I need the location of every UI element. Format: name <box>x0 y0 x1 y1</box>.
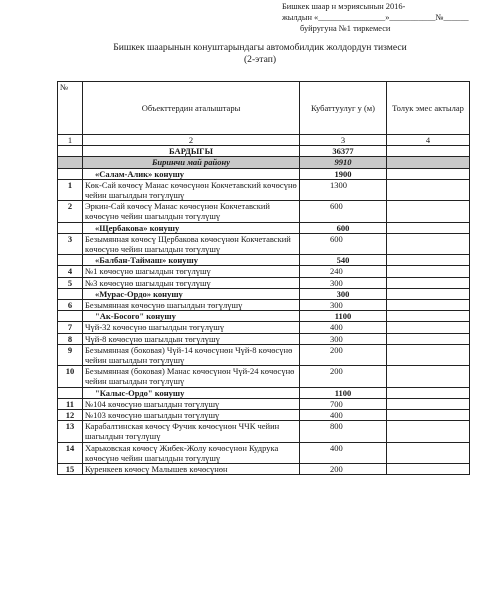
header-number: № <box>58 82 83 135</box>
incomplete-act-cell <box>387 300 470 311</box>
header-length: Кубаттуулуг у (м) <box>300 82 387 135</box>
section-number-cell <box>58 387 83 398</box>
section-name: «Мурас-Ордо» конушу <box>83 288 300 299</box>
row-number: 2 <box>58 201 83 222</box>
section-number-cell <box>58 311 83 322</box>
incomplete-act-cell <box>387 201 470 222</box>
row-number: 12 <box>58 410 83 421</box>
table-row <box>58 421 470 442</box>
incomplete-act-cell <box>387 333 470 344</box>
incomplete-act-cell <box>387 344 470 365</box>
row-number: 5 <box>58 277 83 288</box>
total-number-cell <box>58 146 83 157</box>
section-row <box>58 311 470 322</box>
object-length: 240 <box>300 266 387 277</box>
section-row <box>58 222 470 233</box>
table-row <box>58 366 470 387</box>
row-number: 1 <box>58 179 83 200</box>
object-length: 200 <box>300 344 387 365</box>
total-value: 36377 <box>300 146 387 157</box>
table-row <box>58 179 470 200</box>
section-name: «Балбан-Таймаш» конушу <box>83 255 300 266</box>
attachment-line-3: буйругуна №1 тиркемеси <box>300 23 391 33</box>
row-number: 11 <box>58 398 83 409</box>
table-row <box>58 398 470 409</box>
row-number: 13 <box>58 421 83 442</box>
object-length: 600 <box>300 201 387 222</box>
table-row <box>58 322 470 333</box>
section-number-cell <box>58 222 83 233</box>
district-note-cell <box>387 157 470 168</box>
incomplete-act-cell <box>387 255 470 266</box>
incomplete-act-cell <box>387 266 470 277</box>
incomplete-act-cell <box>387 442 470 463</box>
incomplete-act-cell <box>387 311 470 322</box>
object-length: 600 <box>300 233 387 254</box>
section-row <box>58 288 470 299</box>
incomplete-act-cell <box>387 387 470 398</box>
object-name: Эркин-Сай көчөсү Манас көчөсүнөн Кокчетавский көчөсүнө чейин шагылдын төгүлүшү <box>83 201 300 222</box>
total-label: БАРДЫГЫ <box>83 146 300 157</box>
object-length: 300 <box>300 277 387 288</box>
section-length: 540 <box>300 255 387 266</box>
district-value: 9910 <box>300 157 387 168</box>
document-title-line-2: (2-этап) <box>243 54 277 65</box>
object-name: Чүй-8 көчөсүнө шагылдын төгүлүшү <box>83 333 300 344</box>
section-length: 600 <box>300 222 387 233</box>
row-number: 8 <box>58 333 83 344</box>
object-name: №104 көчөсүнө шагылдын төгүлүшү <box>83 398 300 409</box>
incomplete-act-cell <box>387 233 470 254</box>
incomplete-act-cell <box>387 222 470 233</box>
incomplete-act-cell <box>387 322 470 333</box>
section-row <box>58 387 470 398</box>
header-row <box>58 82 470 135</box>
column-index: 4 <box>387 135 470 146</box>
table-row <box>58 333 470 344</box>
object-name: Көк-Сай көчөсү Манас көчөсүнөн Кокчетавский көчөсүнө чейин шагылдын төгүлүшү <box>83 179 300 200</box>
row-number: 4 <box>58 266 83 277</box>
table-row <box>58 344 470 365</box>
row-number: 6 <box>58 300 83 311</box>
incomplete-act-cell <box>387 288 470 299</box>
section-number-cell <box>58 288 83 299</box>
total-note-cell <box>387 146 470 157</box>
total-row <box>58 146 470 157</box>
table-row <box>58 233 470 254</box>
object-length: 400 <box>300 442 387 463</box>
district-row <box>58 157 470 168</box>
object-length: 800 <box>300 421 387 442</box>
attachment-line-2: жылдын «________________»___________№______ <box>282 12 469 22</box>
object-name: Безымянная көчөсүнө шагылдын төгүлүшү <box>83 300 300 311</box>
row-number: 3 <box>58 233 83 254</box>
document-title-line-1: Бишкек шаарынын конуштарындагы автомобилдик жолдордун тизмеси <box>113 42 407 53</box>
object-length: 300 <box>300 300 387 311</box>
header-object-name: Объекттердин аталыштары <box>83 82 300 135</box>
incomplete-act-cell <box>387 421 470 442</box>
table-row <box>58 300 470 311</box>
section-length: 1900 <box>300 168 387 179</box>
section-row <box>58 255 470 266</box>
section-name: «Щербакова» конушу <box>83 222 300 233</box>
attachment-line-1: Бишкек шаар н мэриясынын 2016- <box>282 2 406 11</box>
table-row <box>58 442 470 463</box>
section-length: 1100 <box>300 387 387 398</box>
column-index: 1 <box>58 135 83 146</box>
column-index: 3 <box>300 135 387 146</box>
district-number-cell <box>58 157 83 168</box>
table-row <box>58 201 470 222</box>
object-length: 400 <box>300 322 387 333</box>
table-row <box>58 277 470 288</box>
object-name: Карабалтинская көчөсү Фучик көчөсүнөн ЧЧК чейин шагылдын төгүлүшү <box>83 421 300 442</box>
object-name: Харьковская көчөсү Жибек-Жолу көчөсүнөн Кудрука көчөсүнө чейин шагылдын төгүлүшү <box>83 442 300 463</box>
section-name: "Ак-Босого" конушу <box>83 311 300 322</box>
section-row <box>58 168 470 179</box>
object-length: 200 <box>300 464 387 475</box>
incomplete-act-cell <box>387 398 470 409</box>
row-number: 9 <box>58 344 83 365</box>
column-index: 2 <box>83 135 300 146</box>
row-number: 14 <box>58 442 83 463</box>
object-length: 200 <box>300 366 387 387</box>
section-number-cell <box>58 168 83 179</box>
header-incomplete-acts: Толук эмес актылар <box>387 82 470 135</box>
object-name: Безымянная (боковая) Манас көчөсүнөн Чүй-24 көчөсүнө чейин шагылдын төгүлүшү <box>83 366 300 387</box>
object-name: Чүй-32 көчөсүнө шагылдын төгүлүшү <box>83 322 300 333</box>
district-label: Биринчи май району <box>83 157 300 168</box>
object-name: №1 көчөсүнө шагылдын төгүлүшү <box>83 266 300 277</box>
object-length: 700 <box>300 398 387 409</box>
object-name: №103 көчөсүнө шагылдын төгүлүшү <box>83 410 300 421</box>
roads-table <box>57 81 470 475</box>
incomplete-act-cell <box>387 410 470 421</box>
section-number-cell <box>58 255 83 266</box>
object-name: Куренкеев көчөсү Малышев көчөсүнөн <box>83 464 300 475</box>
row-number: 7 <box>58 322 83 333</box>
incomplete-act-cell <box>387 464 470 475</box>
table-row <box>58 266 470 277</box>
object-name: Безымянная (боковая) Чүй-14 көчөсүнөн Чүй-8 көчөсүнө чейин шагылдын төгүлүшү <box>83 344 300 365</box>
object-length: 400 <box>300 410 387 421</box>
incomplete-act-cell <box>387 366 470 387</box>
document-title <box>40 42 480 66</box>
table-row <box>58 410 470 421</box>
section-length: 300 <box>300 288 387 299</box>
object-length: 1300 <box>300 179 387 200</box>
row-number: 15 <box>58 464 83 475</box>
object-length: 300 <box>300 333 387 344</box>
section-name: «Салам-Алик» конушу <box>83 168 300 179</box>
table-row <box>58 464 470 475</box>
attachment-header <box>282 2 482 34</box>
section-name: "Калыс-Ордо" конушу <box>83 387 300 398</box>
column-index-row <box>58 135 470 146</box>
object-name: №3 көчөсүнө шагылдын төгүлүшү <box>83 277 300 288</box>
incomplete-act-cell <box>387 168 470 179</box>
incomplete-act-cell <box>387 179 470 200</box>
section-length: 1100 <box>300 311 387 322</box>
incomplete-act-cell <box>387 277 470 288</box>
object-name: Безымянная көчөсү Щербакова көчөсүнөн Кокчетавский көчөсүнө чейин шагылдын төгүлүшү <box>83 233 300 254</box>
row-number: 10 <box>58 366 83 387</box>
